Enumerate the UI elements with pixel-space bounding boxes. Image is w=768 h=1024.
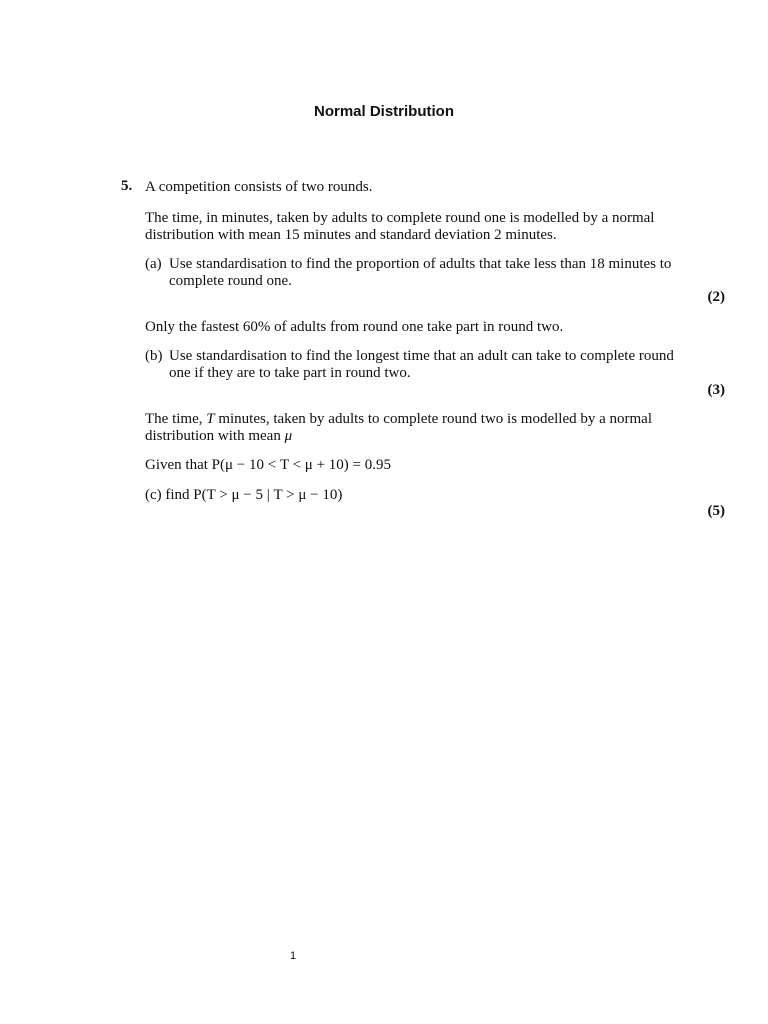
round-two-text-post: minutes, taken by adults to complete round two is modelled by a normal: [214, 411, 652, 427]
round-two-text-pre: The time,: [145, 411, 207, 427]
question-number: 5.: [121, 178, 133, 194]
part-a-line2: complete round one.: [169, 273, 292, 289]
variable-t: T: [206, 411, 215, 427]
given-condition: Given that P(μ − 10 < T < μ + 10) = 0.95: [145, 457, 392, 473]
part-a-label: (a): [145, 256, 162, 272]
question-intro: A competition consists of two rounds.: [145, 179, 373, 195]
part-a-line1: Use standardisation to find the proportion of adults that take less than 18 minutes to: [169, 256, 672, 272]
round-one-text-line1: The time, in minutes, taken by adults to complete round one is modelled by a normal: [145, 210, 655, 226]
part-b-label: (b): [145, 348, 163, 364]
part-c-marks: (5): [707, 503, 725, 519]
part-b-line1: Use standardisation to find the longest time that an adult can take to complete round: [169, 348, 674, 364]
part-b-line2: one if they are to take part in round two.: [169, 365, 411, 381]
round-two-text-line2-pre: distribution with mean: [145, 428, 285, 444]
page-number: 1: [289, 950, 297, 962]
part-b-marks: (3): [707, 382, 725, 398]
page-title: Normal Distribution: [313, 103, 454, 120]
round-two-text-line1: [145, 410, 652, 428]
variable-mu: μ: [284, 428, 293, 444]
part-a-marks: (2): [707, 289, 725, 305]
part-c-text: (c) find P(T > μ − 5 | T > μ − 10): [145, 487, 343, 503]
round-two-text-line2: [145, 427, 292, 445]
round-two-selection-text: Only the fastest 60% of adults from round one take part in round two.: [145, 319, 564, 335]
round-one-text-line2: distribution with mean 15 minutes and standard deviation 2 minutes.: [145, 227, 557, 243]
